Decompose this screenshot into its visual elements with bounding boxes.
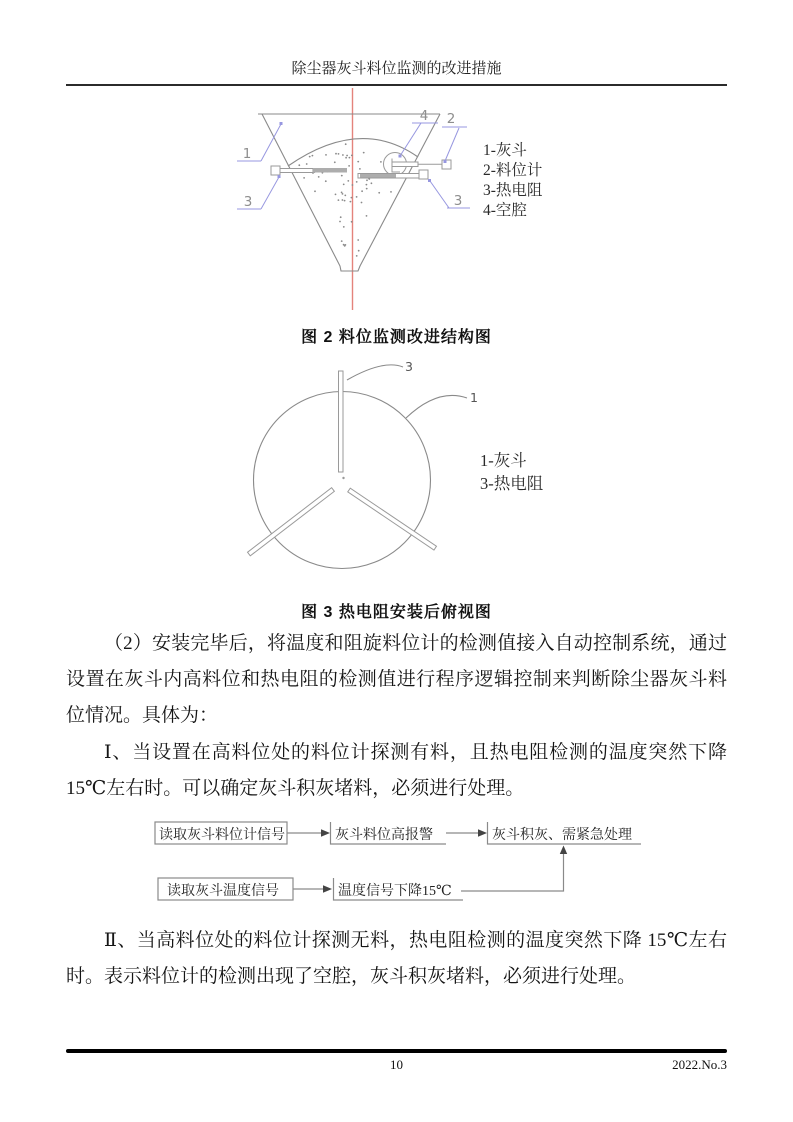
center-dot [342,477,344,479]
svg-text:读取灰斗料位计信号: 读取灰斗料位计信号 [159,828,285,843]
figure3-caption: 图 3 热电阻安装后俯视图 [301,604,492,621]
svg-text:灰斗积灰、需紧急处理: 灰斗积灰、需紧急处理 [492,828,632,843]
flow-arrowhead-1 [321,829,330,836]
legend-item: 1-灰斗 [483,142,527,159]
figure3-diagram [235,355,485,590]
figure2-legend [483,141,542,221]
thermal-rod-top [339,371,344,472]
paragraph-3: Ⅱ、当高料位处的料位计探测无料，热电阻检测的温度突然下降 15℃左右时。表示料位计的检测出现了空腔，灰斗积灰堵料，必须进行处理。 [66,930,727,987]
callout-hopper [237,122,283,162]
figure2-caption: 图 2 料位监测改进结构图 [301,329,492,346]
callout-gauge [442,111,467,163]
hopper-outline [262,114,440,271]
callout-thermo-left [237,175,281,210]
thermal-resistor-probe-left [271,166,347,175]
svg-text:3: 3 [405,359,413,374]
svg-text:温度信号下降15℃: 温度信号下降15℃ [338,884,452,899]
legend-item: 4-空腔 [483,202,527,219]
legend-item: 1-灰斗 [480,451,527,470]
legend-item: 2-料位计 [483,162,543,179]
paragraph-1: （2）安装完毕后，将温度和阻旋料位计的检测值接入自动控制系统，通过设置在灰斗内高料位和热电阻的检测值进行程序逻辑控制来判断除尘器灰斗料位情况。具体为： [66,633,727,726]
svg-text:读取灰斗温度信号: 读取灰斗温度信号 [167,884,279,899]
flow-arrowhead-2 [478,829,487,836]
legend-item: 3-热电阻 [483,182,543,199]
svg-text:3: 3 [243,194,253,210]
legend-item: 3-热电阻 [480,474,544,493]
svg-text:2: 2 [446,111,456,127]
flow-connector [461,853,564,891]
svg-text:1: 1 [470,390,478,405]
page-number: 10 [390,1057,403,1072]
page-title: 除尘器灰斗料位监测的改进措施 [291,61,502,77]
figure2-diagram [228,85,486,315]
callout-hopper-circle [406,390,478,418]
svg-text:4: 4 [419,108,429,124]
flowchart [140,810,660,910]
thermal-resistor-probe-right [358,170,428,179]
figure3-legend [480,449,543,495]
callout-cavity [399,108,439,158]
footer-rule [66,1049,727,1053]
issue-label: 2022.No.3 [672,1057,727,1072]
flow-arrowhead-up [560,846,567,855]
thermal-rod-lower-left [248,488,335,556]
cavity-hook [392,167,400,173]
svg-text:3: 3 [453,193,463,209]
level-gauge-probe [392,159,451,170]
callout-thermo [347,359,413,380]
svg-text:1: 1 [242,146,252,162]
paragraph-2: Ⅰ、当设置在高料位处的料位计探测有料，且热电阻检测的温度突然下降 15℃左右时。可以确定灰斗积灰堵料，必须进行处理。 [66,742,727,799]
thermal-rod-lower-right [348,488,437,550]
material-dots [298,143,392,256]
svg-text:灰斗料位高报警: 灰斗料位高报警 [335,828,433,843]
callout-thermo-right [428,179,470,209]
flow-arrowhead-3 [323,885,332,892]
